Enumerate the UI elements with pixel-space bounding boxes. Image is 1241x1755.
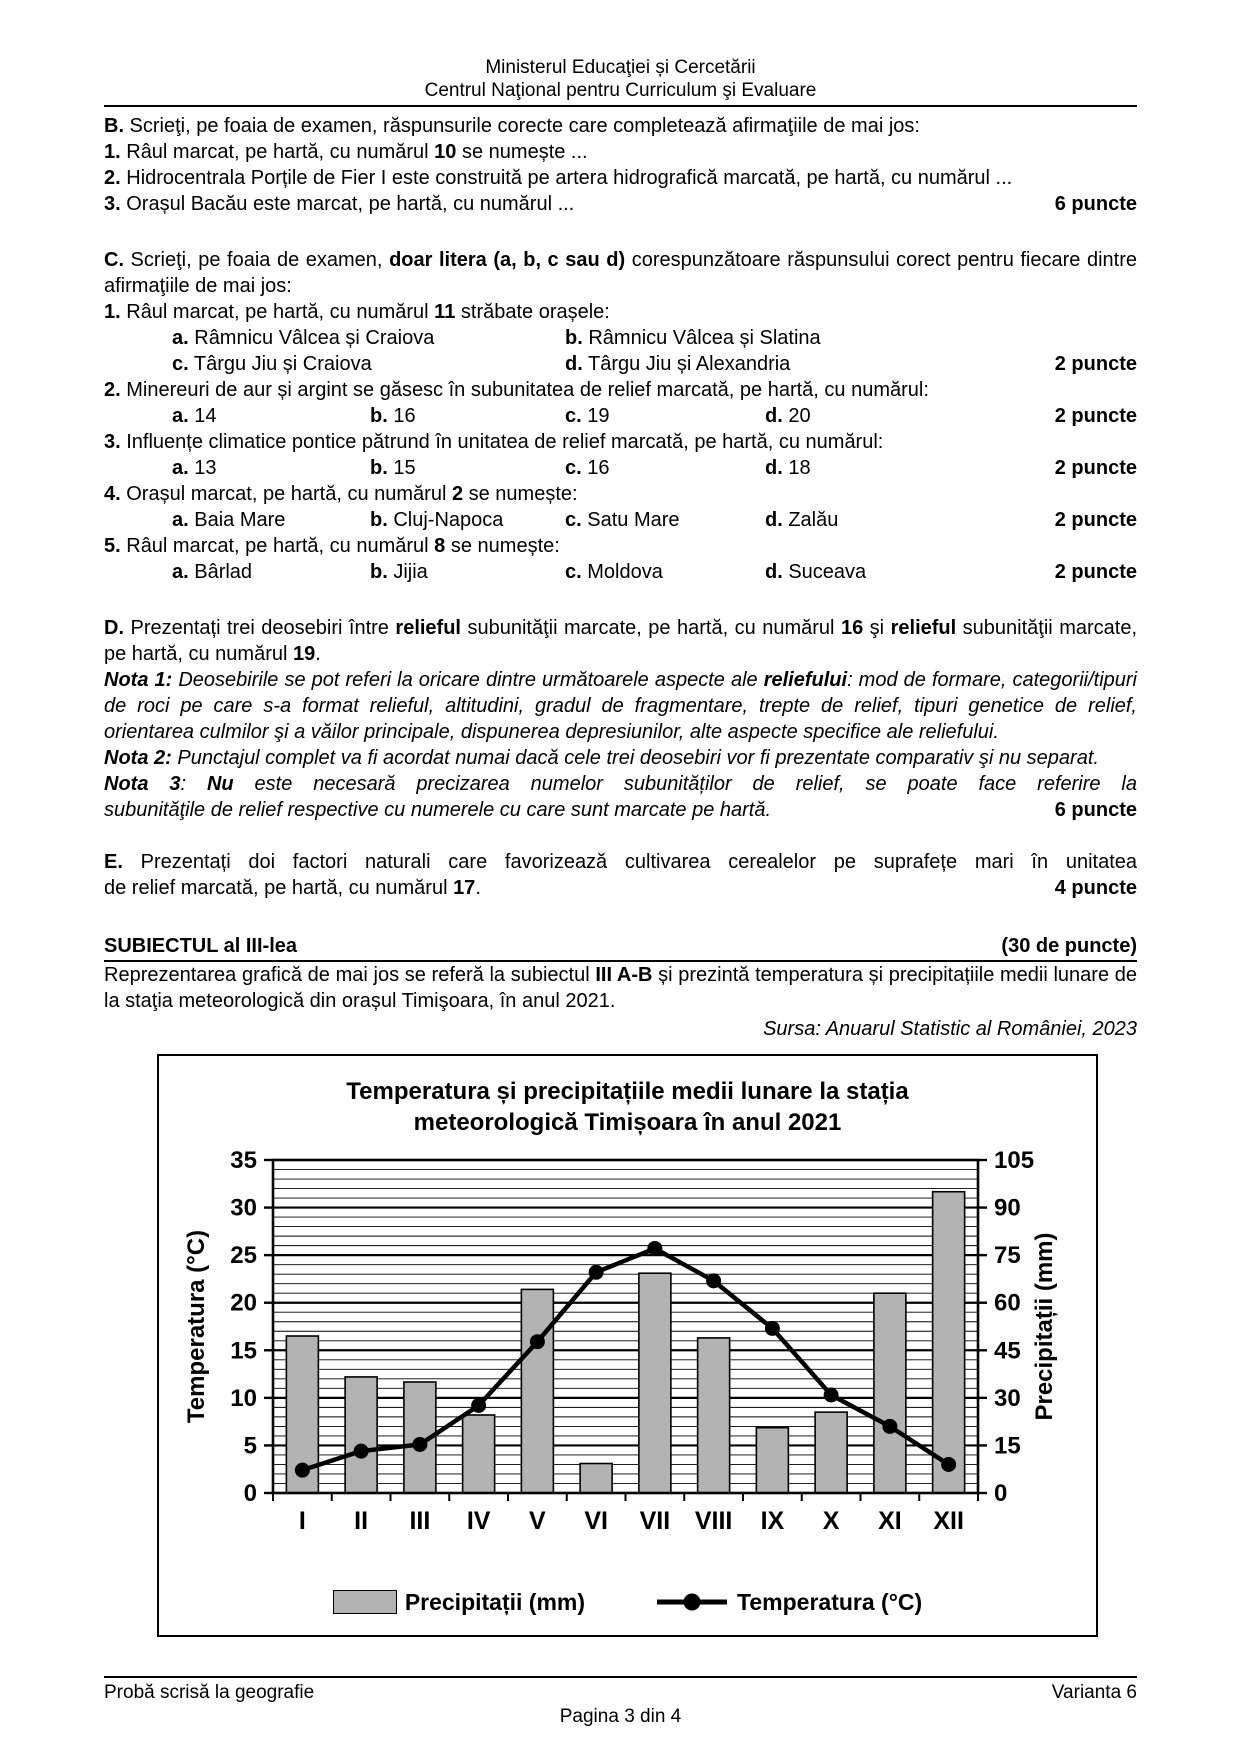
x-axis (273, 1493, 978, 1535)
option-b: b. 16 (370, 405, 416, 427)
question-4: 4. Orașul marcat, pe hartă, cu numărul 2 se numește: (104, 483, 578, 505)
svg-text:5: 5 (243, 1432, 257, 1460)
ministry-header (104, 56, 1137, 102)
svg-text:X: X (822, 1507, 839, 1535)
section-e-line2-row (104, 875, 1137, 901)
precipitation-swatch-icon (333, 1590, 397, 1614)
right-axis-ticks (978, 1148, 1034, 1507)
temp-point-VIII (706, 1273, 721, 1288)
temp-point-XII (941, 1457, 956, 1472)
svg-text:V: V (528, 1507, 546, 1535)
q4-options (172, 507, 1137, 533)
option-d: d. Suceava (765, 561, 867, 583)
spacer (104, 217, 1137, 247)
svg-text:90: 90 (993, 1194, 1021, 1222)
plot-frame (273, 1160, 978, 1493)
bar-month-IX (756, 1428, 788, 1493)
bar-month-VIII (697, 1338, 729, 1493)
svg-text:II: II (353, 1507, 368, 1535)
temp-point-I (294, 1463, 309, 1478)
chart-figure (157, 1054, 1098, 1637)
svg-text:25: 25 (229, 1242, 257, 1270)
option-a: a. Bârlad (172, 561, 253, 583)
svg-text:XII: XII (932, 1507, 964, 1535)
footer-page-number: Pagina 3 din 4 (559, 1706, 682, 1727)
option-d: d. 20 (765, 405, 811, 427)
subject3-paragraph: Reprezentarea grafică de mai jos se referă la subiectul III A-B și prezintă temperatura și precipitațiile medii lunare de la staţia meteorologică din orașul Timişoara, în anul 2021. (104, 964, 1137, 1012)
legend-temperature-label: Temperatura (°C) (737, 1589, 923, 1615)
temp-point-VI (588, 1265, 603, 1280)
temp-point-XI (882, 1419, 897, 1434)
section-d-nota3-text: subunităţile de relief respective cu numerele cu care sunt marcate pe hartă. (104, 799, 772, 821)
bar-month-XI (873, 1293, 905, 1493)
option-b: b. Râmnicu Vâlcea și Slatina (565, 327, 821, 349)
bar-month-VI (580, 1464, 612, 1493)
q3-options (172, 455, 1137, 481)
left-axis-title: Temperatura (°C) (182, 1229, 210, 1424)
temp-point-V (529, 1334, 544, 1349)
section-b-item3: 3. Orașul Bacău este marcat, pe hartă, cu numărul ... (104, 193, 575, 215)
section-d-nota3-line1: Nota 3: Nu este necesară precizarea numelor subunităților de relief, se poate face referire la (104, 773, 1137, 795)
points-badge: 6 puncte (1054, 799, 1137, 821)
option-a: a. 13 (172, 457, 217, 479)
svg-text:VIII: VIII (694, 1507, 732, 1535)
section-b-item2: 2. Hidrocentrala Porțile de Fier I este construită pe artera hidrografică marcată, pe hartă, cu numărul ... (104, 167, 1013, 189)
svg-text:35: 35 (229, 1148, 257, 1174)
option-d: d. Târgu Jiu și Alexandria (565, 353, 791, 375)
q2-options (172, 403, 1137, 429)
bar-month-IV (462, 1415, 494, 1493)
option-b: b. Cluj-Napoca (370, 509, 504, 531)
footer-exam-name: Probă scrisă la geografie (104, 1682, 315, 1703)
svg-text:105: 105 (993, 1148, 1034, 1174)
svg-text:0: 0 (993, 1480, 1007, 1507)
legend-temperature (655, 1589, 922, 1615)
option-d: d. 18 (765, 457, 811, 479)
section-e-line2: de relief marcată, pe hartă, cu numărul 17. (104, 877, 481, 899)
section-b-lead: B. Scrieţi, pe foaia de examen, răspunsurile corecte care completează afirmaţiile de mai jos: (104, 115, 920, 137)
option-c: c. 16 (565, 457, 610, 479)
temp-point-IX (764, 1321, 779, 1336)
svg-text:XI: XI (877, 1507, 902, 1535)
ministry-line2: Centrul Naţional pentru Curriculum şi Evaluare (424, 80, 817, 101)
svg-text:30: 30 (229, 1194, 257, 1222)
svg-text:15: 15 (229, 1337, 257, 1365)
points-badge: 2 puncte (1054, 561, 1137, 583)
spacer (104, 823, 1137, 849)
footer-row (104, 1681, 1137, 1705)
section-d-nota1: Nota 1: Deosebirile se pot referi la oricare dintre următoarele aspecte ale reliefului: mod de formare, categorii/tipuri de roci pe care s-a format relieful, altitudini, gradul de fragmentare, trepte de relief, tipuri genetice de relief, orientarea culmilor şi a văilor principale, dispunerea depresiunilor, alte aspecte specifice ale reliefului. (104, 669, 1137, 743)
svg-text:IV: IV (466, 1507, 490, 1535)
section-b-item3-row (104, 191, 1137, 217)
points-badge: 2 puncte (1054, 457, 1137, 479)
page-footer (104, 1676, 1137, 1729)
question-2: 2. Minereuri de aur și argint se găsesc în subunitatea de relief marcată, pe hartă, cu numărul: (104, 379, 929, 401)
option-c: c. Satu Mare (565, 509, 680, 531)
svg-text:15: 15 (993, 1432, 1021, 1460)
svg-text:0: 0 (243, 1480, 257, 1507)
bar-month-VII (638, 1273, 670, 1493)
subject3-title: SUBIECTUL al III-lea (104, 935, 298, 957)
option-c: c. 19 (565, 405, 610, 427)
subject3-points: (30 de puncte) (1001, 935, 1137, 957)
temp-point-X (823, 1388, 838, 1403)
chart-svg (178, 1148, 1078, 1582)
option-c: c. Târgu Jiu și Craiova (172, 353, 372, 375)
subject3-heading (104, 933, 1137, 962)
svg-text:I: I (298, 1507, 306, 1535)
points-badge: 2 puncte (1054, 405, 1137, 427)
question-1: 1. Râul marcat, pe hartă, cu numărul 11 străbate orașele: (104, 301, 610, 323)
svg-text:III: III (408, 1507, 430, 1535)
header-divider (104, 105, 1137, 107)
left-axis-ticks (230, 1148, 273, 1507)
chart-legend (159, 1589, 1096, 1615)
option-a: a. Râmnicu Vâlcea și Craiova (172, 327, 435, 349)
chart-plot-area (178, 1148, 1078, 1589)
option-a: a. Baia Mare (172, 509, 286, 531)
bar-month-V (521, 1289, 553, 1493)
source-line: Sursa: Anuarul Statistic al României, 2023 (763, 1018, 1137, 1040)
temperature-line-icon (655, 1589, 729, 1615)
bar-month-X (815, 1412, 847, 1493)
q1-options-row1 (172, 325, 1137, 351)
section-b-item1: 1. Râul marcat, pe hartă, cu numărul 10 se numește ... (104, 141, 588, 163)
option-b: b. Jijia (370, 561, 428, 583)
right-axis-title: Precipitații (mm) (1030, 1232, 1058, 1421)
section-c-lead: C. Scrieţi, pe foaia de examen, doar litera (a, b, c sau d) corespunzătoare răspunsului corect pentru fiecare dintre afirmaţiile de mai jos: (104, 249, 1137, 297)
points-badge: 2 puncte (1054, 509, 1137, 531)
gridlines (273, 1170, 978, 1484)
ministry-line1: Ministerul Educaţiei și Cercetării (485, 57, 756, 78)
temp-point-IV (471, 1398, 486, 1413)
legend-precipitation (333, 1589, 585, 1615)
section-e (104, 849, 1137, 901)
points-badge: 2 puncte (1054, 353, 1137, 375)
option-d: d. Zalău (765, 509, 839, 531)
q1-options-row2 (172, 351, 1137, 377)
option-a: a. 14 (172, 405, 217, 427)
temp-point-VII (647, 1241, 662, 1256)
question-3: 3. Influențe climatice pontice pătrund în unitatea de relief marcată, pe hartă, cu numărul: (104, 431, 884, 453)
section-c (104, 247, 1137, 585)
svg-text:20: 20 (229, 1289, 257, 1317)
spacer (104, 585, 1137, 615)
svg-text:IX: IX (760, 1507, 784, 1535)
svg-text:60: 60 (993, 1289, 1021, 1317)
question-5: 5. Râul marcat, pe hartă, cu numărul 8 se numește: (104, 535, 560, 557)
section-e-line1: E. Prezentați doi factori naturali care favorizează cultivarea cerealelor pe suprafețe mari în unitatea (104, 851, 1137, 873)
points-badge: 4 puncte (1054, 877, 1137, 899)
section-d-nota2: Nota 2: Punctajul complet va fi acordat numai dacă cele trei deosebiri vor fi prezentate comparativ şi nu separat. (104, 747, 1099, 769)
svg-text:30: 30 (993, 1384, 1021, 1412)
temperature-line (294, 1241, 955, 1478)
chart-title: Temperatura și precipitațiile medii lunare la stația meteorologică Timișoara în anul 2021 (346, 1078, 909, 1136)
bar-month-II (345, 1377, 377, 1493)
section-d (104, 615, 1137, 823)
points-badge: 6 puncte (1054, 193, 1137, 215)
svg-text:10: 10 (229, 1384, 257, 1412)
svg-text:VI: VI (583, 1507, 608, 1535)
svg-text:75: 75 (993, 1242, 1021, 1270)
option-b: b. 15 (370, 457, 416, 479)
svg-text:VII: VII (639, 1507, 670, 1535)
bar-month-XII (932, 1192, 964, 1493)
footer-divider (104, 1676, 1137, 1678)
option-c: c. Moldova (565, 561, 663, 583)
svg-text:45: 45 (993, 1337, 1021, 1365)
q5-options (172, 559, 1137, 585)
temp-point-III (412, 1437, 427, 1452)
section-b (104, 113, 1137, 217)
footer-variant: Varianta 6 (1051, 1682, 1137, 1703)
section-d-lead: D. Prezentați trei deosebiri între relieful subunităţii marcate, pe hartă, cu numărul 16 şi relieful subunităţii marcate, pe hartă, cu numărul 19. (104, 617, 1138, 665)
temp-point-II (353, 1444, 368, 1459)
section-d-nota3-line2 (104, 797, 1137, 823)
legend-precipitation-label: Precipitații (mm) (404, 1589, 586, 1615)
